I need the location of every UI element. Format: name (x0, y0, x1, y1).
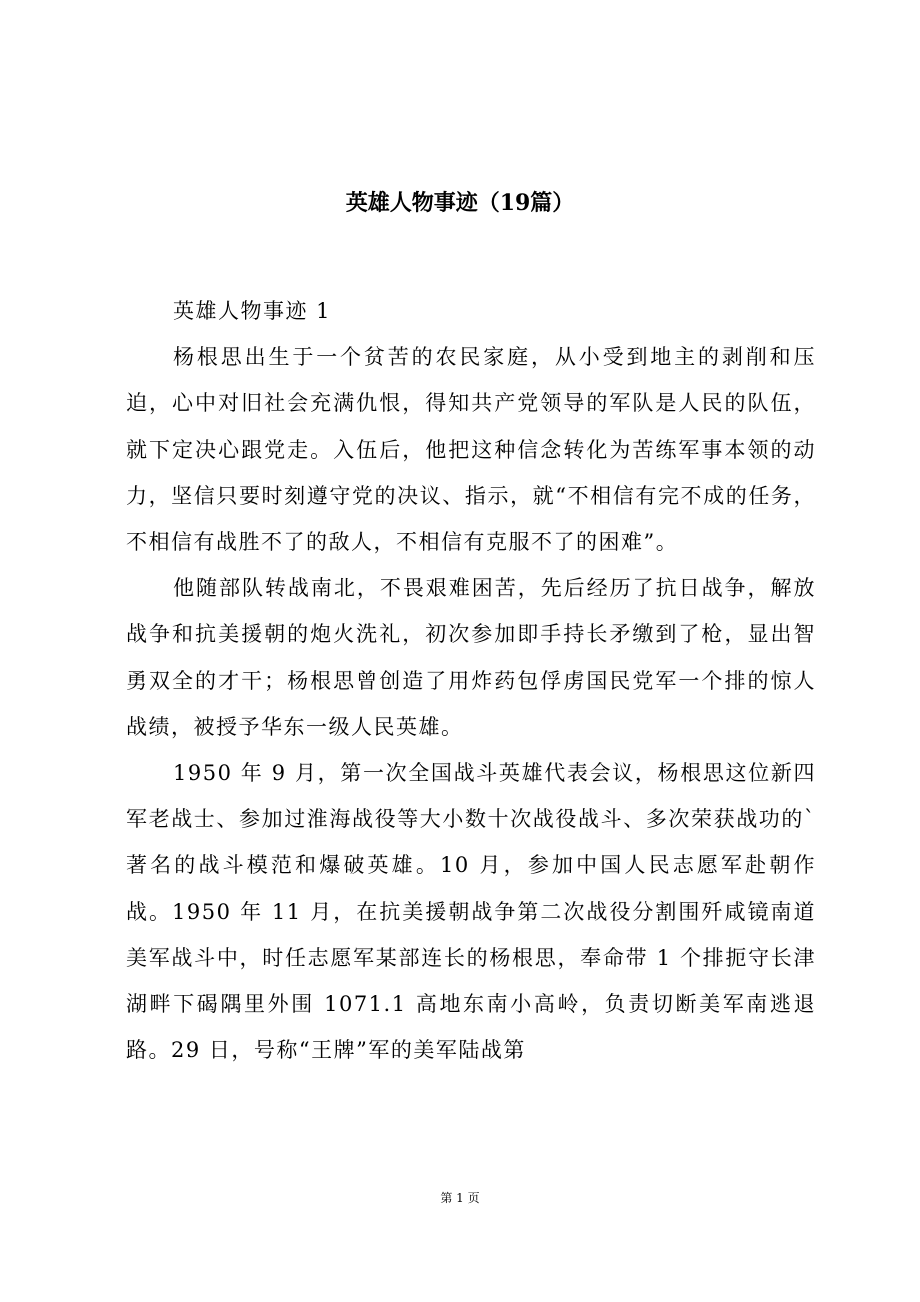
document-title: 英雄人物事迹（19篇） (345, 190, 575, 216)
paragraph-1: 杨根思出生于一个贫苦的农民家庭，从小受到地主的剥削和压迫，心中对旧社会充满仇恨，得知共产党领导的军队是人民的队伍，就下定决心跟党走。入伍后，他把这种信念转化为苦练军事本领的动力，坚信只要时刻遵守党的决议、指示，就“不相信有完不成的任务，不相信有战胜不了的敌人，不相信有克服不了的困难”。 (126, 345, 816, 555)
paragraph-2: 他随部队转战南北，不畏艰难困苦，先后经历了抗日战争，解放战争和抗美援朝的炮火洗礼，初次参加即手持长矛缴到了枪，显出智勇双全的才干；杨根思曾创造了用炸药包俘虏国民党军一个排的惊人战绩，被授予华东一级人民英雄。 (126, 576, 816, 739)
paragraph-3: 1950 年 9 月，第一次全国战斗英雄代表会议，杨根思这位新四军老战士、参加过淮海战役等大小数十次战役战斗、多次荣获战功的`著名的战斗模范和爆破英雄。10 月，参加中国人民志愿军赴朝作战。1950 年 11 月，在抗美援朝战争第二次战役分割围歼咸镜南道美军战斗中，时任志愿军某部连长的杨根思，奉命带 1 个排扼守长津湖畔下碣隅里外围 1071.1 高地东南小高岭，负责切断美军南逃退路。29 日，号称“王牌”军的美军陆战第 (126, 761, 816, 1063)
document-body (126, 288, 816, 1073)
section-heading: 英雄人物事迹 1 (173, 299, 332, 323)
page-number: 第 1 页 (440, 1191, 480, 1205)
